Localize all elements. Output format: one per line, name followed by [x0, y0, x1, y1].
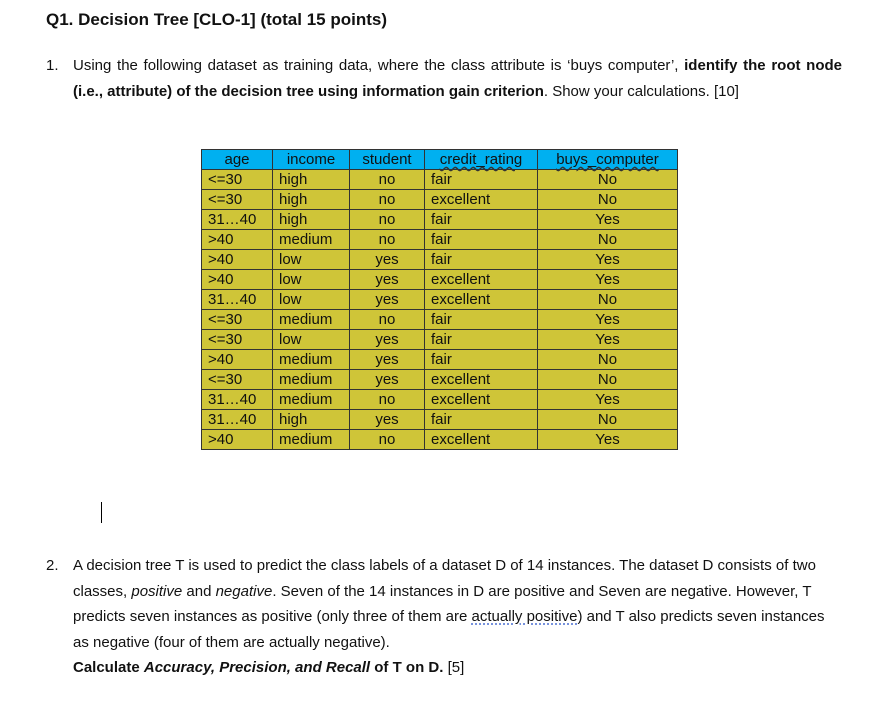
- question-2: [46, 553, 842, 681]
- table-cell: fair: [425, 410, 538, 430]
- question-1-text: [73, 53, 842, 104]
- table-cell: no: [350, 230, 425, 250]
- table-cell: yes: [350, 250, 425, 270]
- table-cell: excellent: [425, 430, 538, 450]
- question-1-text-a: Using the following dataset as training data, where the class attribute is ‘buys computer’,: [73, 57, 685, 74]
- table-cell: 31…40: [202, 390, 273, 410]
- table-cell: no: [350, 430, 425, 450]
- table-row: [202, 170, 678, 190]
- table-cell: Yes: [538, 270, 678, 290]
- table-cell: low: [273, 250, 350, 270]
- training-data-table: [201, 149, 678, 450]
- table-cell: low: [273, 330, 350, 350]
- table-cell: excellent: [425, 270, 538, 290]
- table-cell: fair: [425, 230, 538, 250]
- table-cell: fair: [425, 310, 538, 330]
- table-cell: fair: [425, 210, 538, 230]
- table-cell: medium: [273, 310, 350, 330]
- table-row: [202, 210, 678, 230]
- table-cell: medium: [273, 350, 350, 370]
- table-cell: medium: [273, 370, 350, 390]
- table-cell: high: [273, 170, 350, 190]
- calc-points: [5]: [443, 659, 465, 676]
- calc-b: of T on D.: [370, 659, 444, 676]
- table-cell: <=30: [202, 330, 273, 350]
- table-header-row: [202, 150, 678, 170]
- table-cell: fair: [425, 250, 538, 270]
- table-cell: yes: [350, 350, 425, 370]
- table-cell: <=30: [202, 310, 273, 330]
- question-2-positive: positive: [131, 582, 183, 600]
- question-2-text-b: . Seven of the 14 instances in D are positive and Seven are negative. However, T predicts seven instances as positive (only three of them are: [73, 582, 812, 625]
- question-2-text-a: A decision tree T is used to predict the class labels of a dataset D of 14 instances. The dataset D consists of two classes,: [73, 557, 816, 600]
- header-income: income: [273, 150, 350, 170]
- table-cell: No: [538, 410, 678, 430]
- calc-italic: Accuracy, Precision, and Recall: [143, 659, 371, 676]
- table-cell: medium: [273, 390, 350, 410]
- text-cursor: [101, 502, 102, 523]
- table-cell: >40: [202, 430, 273, 450]
- table-cell: medium: [273, 230, 350, 250]
- table-cell: >40: [202, 350, 273, 370]
- table-cell: yes: [350, 410, 425, 430]
- table-cell: no: [350, 190, 425, 210]
- table-cell: low: [273, 270, 350, 290]
- table-cell: yes: [350, 290, 425, 310]
- table-row: [202, 410, 678, 430]
- question-1: [46, 53, 842, 104]
- table-cell: medium: [273, 430, 350, 450]
- header-student: student: [350, 150, 425, 170]
- table-row: [202, 270, 678, 290]
- table-cell: no: [350, 210, 425, 230]
- table-cell: yes: [350, 270, 425, 290]
- table-cell: <=30: [202, 190, 273, 210]
- table-cell: 31…40: [202, 290, 273, 310]
- table-cell: low: [273, 290, 350, 310]
- table-row: [202, 350, 678, 370]
- table-cell: 31…40: [202, 410, 273, 430]
- table-row: [202, 190, 678, 210]
- table-row: [202, 230, 678, 250]
- table-cell: yes: [350, 370, 425, 390]
- question-2-and: and: [182, 582, 216, 600]
- table-cell: excellent: [425, 290, 538, 310]
- table-row: [202, 430, 678, 450]
- table-cell: 31…40: [202, 210, 273, 230]
- table-cell: >40: [202, 250, 273, 270]
- question-2-negative: negative: [215, 582, 273, 600]
- table-cell: No: [538, 370, 678, 390]
- question-2-text-c: ) and T also predicts seven instances as negative (four of them are actually negative).: [73, 608, 825, 651]
- question-2-calc: [73, 655, 842, 681]
- table-cell: <=30: [202, 170, 273, 190]
- table-cell: >40: [202, 270, 273, 290]
- table-cell: excellent: [425, 390, 538, 410]
- header-buys-computer: buys_computer: [538, 150, 678, 170]
- table-row: [202, 250, 678, 270]
- question-2-underlined: actually positive: [471, 608, 578, 625]
- table-cell: fair: [425, 350, 538, 370]
- table-row: [202, 390, 678, 410]
- table-cell: No: [538, 190, 678, 210]
- question-title: Q1. Decision Tree [CLO-1] (total 15 points): [46, 10, 387, 29]
- table-cell: No: [538, 350, 678, 370]
- table-cell: No: [538, 290, 678, 310]
- table-cell: Yes: [538, 210, 678, 230]
- table-cell: Yes: [538, 430, 678, 450]
- question-1-text-bold: identify the root node (i.e., attribute) of the decision tree using information gain criterion: [73, 57, 842, 100]
- table-cell: No: [538, 170, 678, 190]
- table-cell: high: [273, 210, 350, 230]
- table-row: [202, 310, 678, 330]
- header-credit-rating: credit_rating: [425, 150, 538, 170]
- question-2-text: [73, 553, 842, 655]
- table-cell: Yes: [538, 250, 678, 270]
- table-row: [202, 370, 678, 390]
- table-cell: fair: [425, 170, 538, 190]
- question-1-number: 1.: [46, 57, 59, 74]
- table-cell: no: [350, 390, 425, 410]
- table-cell: fair: [425, 330, 538, 350]
- table-cell: Yes: [538, 390, 678, 410]
- table-cell: <=30: [202, 370, 273, 390]
- table-cell: high: [273, 190, 350, 210]
- table-cell: >40: [202, 230, 273, 250]
- question-2-number: 2.: [46, 557, 59, 574]
- table-cell: high: [273, 410, 350, 430]
- table-row: [202, 330, 678, 350]
- header-age: age: [202, 150, 273, 170]
- question-1-text-b: . Show your calculations. [10]: [543, 82, 739, 100]
- table-cell: no: [350, 310, 425, 330]
- table-row: [202, 290, 678, 310]
- table-cell: excellent: [425, 370, 538, 390]
- calc-a: Calculate: [73, 659, 144, 676]
- table-cell: Yes: [538, 310, 678, 330]
- table-cell: Yes: [538, 330, 678, 350]
- table-cell: No: [538, 230, 678, 250]
- table-cell: excellent: [425, 190, 538, 210]
- table-cell: yes: [350, 330, 425, 350]
- table-cell: no: [350, 170, 425, 190]
